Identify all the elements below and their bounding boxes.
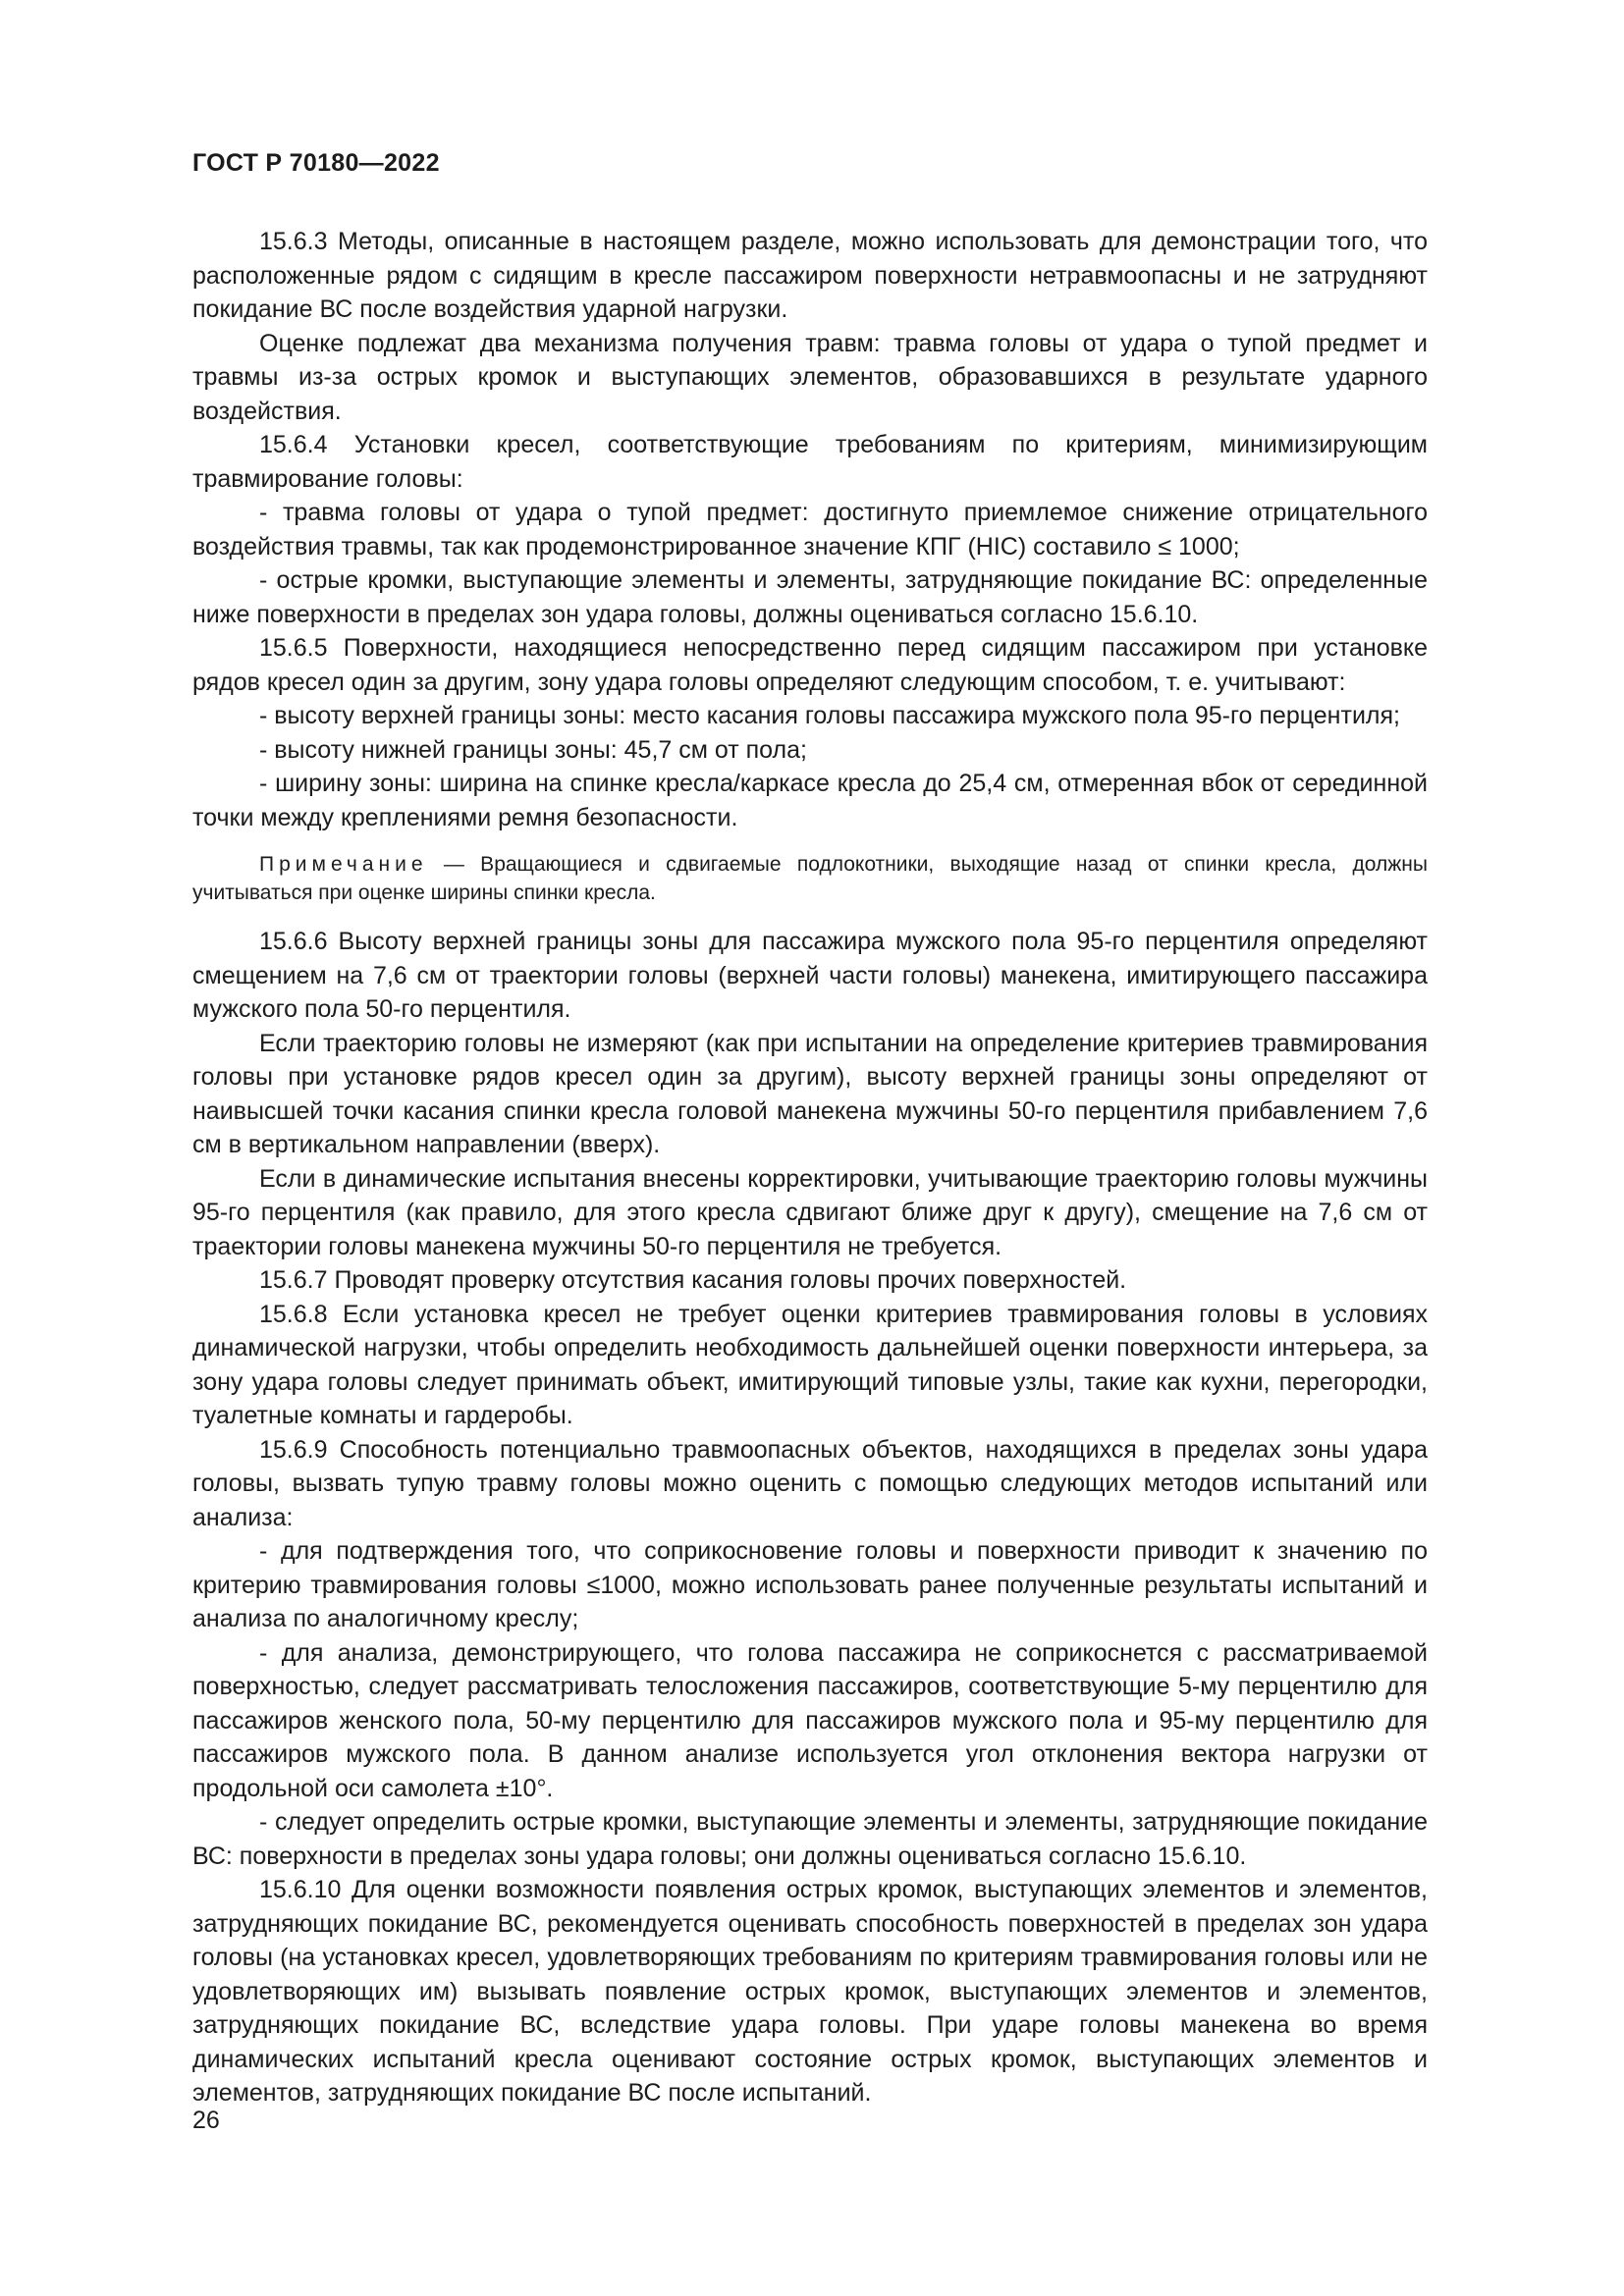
- list-item-zone-upper-boundary: - высоту верхней границы зоны: место касания головы пассажира мужского пола 95-го перцентиля;: [259, 702, 1400, 729]
- paragraph-head-trajectory: Если траекторию головы не измеряют (как при испытании на определение критериев травмирования головы при установке рядов кресел один за другим), высоту верхней границы зоны определяют от наивысшей точки касания спинки кресла головой манекена мужчины 50-го перцентиля прибавлением 7,6 см в вертикальном направлении (вверх).: [192, 1029, 1428, 1158]
- note-armrests: [192, 850, 1428, 907]
- list-item-blunt-trauma: - травма головы от удара о тупой предмет: достигнуто приемлемое снижение отрицательного воздействия травмы, так как продемонстрированное значение КПГ (HIC) составило ≤ 1000;: [192, 499, 1428, 561]
- paragraph-15-6-9: 15.6.9 Способность потенциально травмоопасных объектов, находящихся в пределах зоны удара головы, вызвать тупую травму головы можно оценить с помощью следующих методов испытаний или анализа:: [192, 1435, 1428, 1531]
- page-number: 26: [192, 2107, 220, 2134]
- paragraph-15-6-7: 15.6.7 Проводят проверку отсутствия касания головы прочих поверхностей.: [259, 1266, 1127, 1294]
- paragraph-15-6-8: 15.6.8 Если установка кресел не требует оценки критериев травмирования головы в условиях динамической нагрузки, чтобы определить необходимость дальнейшей оценки поверхности интерьера, за зону удара головы следует принимать объект, имитирующий типовые узлы, такие как кухни, перегородки, туалетные комнаты и гардеробы.: [192, 1300, 1428, 1429]
- paragraph-15-6-6: 15.6.6 Высоту верхней границы зоны для пассажира мужского пола 95-го перцентиля определяют смещением на 7,6 см от траектории головы (верхней части головы) манекена, имитирующего пассажира мужского пола 50-го перцентиля.: [192, 928, 1428, 1023]
- paragraph-dynamic-corrections: Если в динамические испытания внесены корректировки, учитывающие траекторию головы мужчины 95-го перцентиля (как правило, для этого кресла сдвигают ближе друг к другу), смещение на 7,6 см от траектории головы манекена мужчины 50-го перцентиля не требуется.: [192, 1164, 1428, 1260]
- note-text: — Вращающиеся и сдвигаемые подлокотники, выходящие назад от спинки кресла, должны учитываться при оценке ширины спинки кресла.: [192, 853, 1428, 904]
- paragraph-injury-mechanisms: Оценке подлежат два механизма получения травм: травма головы от удара о тупой предмет и травмы из-за острых кромок и выступающих элементов, образовавшихся в результате ударного воздействия.: [192, 329, 1428, 425]
- document-body: [192, 225, 1428, 2110]
- note-label: Примечание: [259, 853, 428, 876]
- list-item-zone-width: - ширину зоны: ширина на спинке кресла/каркасе кресла до 25,4 см, отмеренная вбок от серединной точки между креплениями ремня безопасности.: [192, 770, 1428, 831]
- list-item-analysis-percentiles: - для анализа, демонстрирующего, что голова пассажира не соприкоснется с рассматриваемой поверхностью, следует рассматривать телосложения пассажиров, соответствующие 5-му перцентилю для пассажиров женского пола, 50-му перцентилю для пассажиров мужского пола и 95-му перцентилю для пассажиров мужского пола. В данном анализе используется угол отклонения вектора нагрузки от продольной оси самолета ±10°.: [192, 1638, 1428, 1802]
- list-item-hic-confirmation: - для подтверждения того, что соприкосновение головы и поверхности приводит к значению по критерию травмирования головы ≤1000, можно использовать ранее полученные результаты испытаний и анализа по аналогичному креслу;: [192, 1537, 1428, 1632]
- paragraph-15-6-3: 15.6.3 Методы, описанные в настоящем разделе, можно использовать для демонстрации того, что расположенные рядом с сидящим в кресле пассажиром поверхности нетравмоопасны и не затрудняют покидание ВС после воздействия ударной нагрузки.: [192, 228, 1428, 323]
- list-item-zone-lower-boundary: - высоту нижней границы зоны: 45,7 см от пола;: [259, 735, 807, 764]
- paragraph-15-6-4: 15.6.4 Установки кресел, соответствующие требованиям по критериям, минимизирующим травмирование головы:: [192, 431, 1428, 493]
- document-header-title: ГОСТ Р 70180—2022: [192, 149, 440, 177]
- list-item-sharp-edges-evaluation: - следует определить острые кромки, выступающие элементы и элементы, затрудняющие покидание ВС: поверхности в пределах зоны удара головы; они должны оцениваться согласно 15.6.10.: [192, 1808, 1428, 1870]
- list-item-sharp-edges: - острые кромки, выступающие элементы и элементы, затрудняющие покидание ВС: определенные ниже поверхности в пределах зон удара головы, должны оцениваться согласно 15.6.10.: [192, 566, 1428, 628]
- paragraph-15-6-5: 15.6.5 Поверхности, находящиеся непосредственно перед сидящим пассажиром при установке рядов кресел один за другим, зону удара головы определяют следующим способом, т. е. учитывают:: [192, 634, 1428, 696]
- paragraph-15-6-10: 15.6.10 Для оценки возможности появления острых кромок, выступающих элементов и элементов, затрудняющих покидание ВС, рекомендуется оценивать способность поверхностей в пределах зон удара головы (на установках кресел, удовлетворяющих требованиям по критериям травмирования головы или не удовлетворяющих им) вызывать появление острых кромок, выступающих элементов и элементов, затрудняющих покидание ВС, вследствие удара головы. При ударе головы манекена во время динамических испытаний кресла оценивают состояние острых кромок, выступающих элементов и элементов, затрудняющих покидание ВС после испытаний.: [192, 1876, 1428, 2107]
